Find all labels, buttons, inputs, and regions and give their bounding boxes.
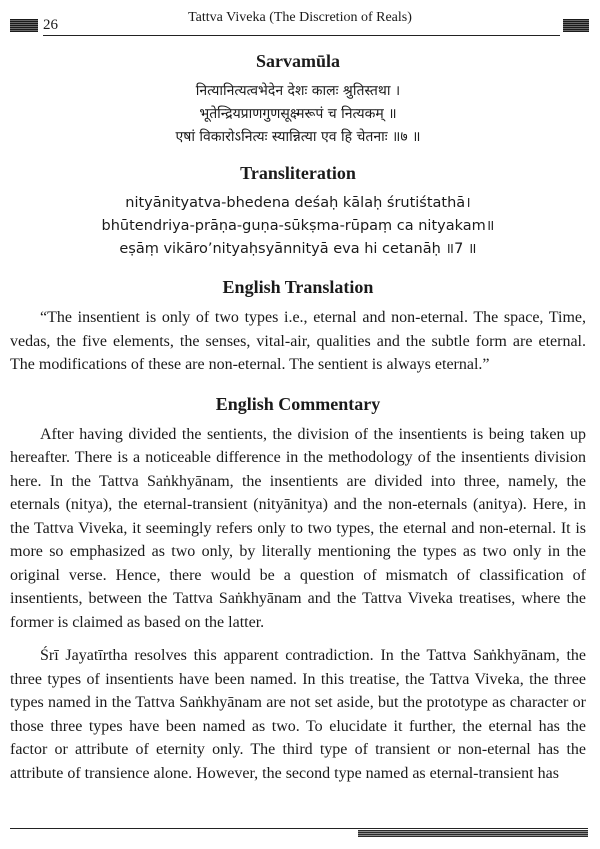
verse-line: eṣāṃ vikāro’nityaḥsyānnityā eva hi cetanāḥ ॥7 ॥ <box>119 241 477 257</box>
verse-line: नित्यानित्यत्वभेदेन देशः कालः श्रुतिस्तथा । <box>195 83 401 99</box>
transliteration-heading: Transliteration <box>240 163 356 183</box>
sarvamula-section <box>10 50 586 149</box>
commentary-heading: English Commentary <box>215 393 381 414</box>
commentary-paragraph: After having divided the sentients, the division of the insentients is being taken up hereafter. There is a noticeable difference in the methodology of the insentients division here. In the Tattva Saṅkhyānam, the insentients are divided into three, namely, the eternals (nitya), the eternal-transient (nityānitya) and the non-eternals (anitya). Here, in the Tattva Viveka, it seemingly refers only to two types, the eternal and non-eternal. It is more so emphasized as two only, by literally mentioning the types as two only in the original verse. Hence, there would be a question of mismatch of classification of insentients, between the Tattva Saṅkhyānam and the Tattva Viveka treatises, where the former is claimed as based on the latter. <box>10 425 586 631</box>
footer-rule <box>10 828 588 829</box>
translation-heading: English Translation <box>222 277 374 297</box>
header-rule <box>43 35 560 36</box>
verse-line: एषां विकारोऽनित्यः स्यान्नित्या एव हि चेतनाः ॥७ ॥ <box>175 129 421 145</box>
commentary-paragraph: Śrī Jayatīrtha resolves this apparent contradiction. In the Tattva Saṅkhyānam, the three types of insentients have been named. In this treatise, the Tattva Viveka, the three types named in the Tattva Saṅkhyānam are not set aside, but the prototype as character or those three types have been named as two. To elucidate it further, the eternal has the factor or attribute of eternity only. The third type of transient or non-eternal has the attribute of transience alone. However, the second type named as eternal-transient has <box>10 647 586 782</box>
page-number: 26 <box>43 17 58 33</box>
header-ornament-right <box>563 19 589 32</box>
running-title: Tattva Viveka (The Discretion of Reals) <box>188 10 412 25</box>
page-body <box>10 50 586 785</box>
translation-section <box>10 276 586 377</box>
footer-ornament <box>358 830 588 837</box>
sanskrit-verse <box>10 80 586 149</box>
sarvamula-heading: Sarvamūla <box>255 51 340 71</box>
transliteration-section <box>10 162 586 261</box>
verse-line: nityānityatva-bhedena deśaḥ kālaḥ śrutiśtathā। <box>125 195 471 211</box>
transliterated-verse <box>10 192 586 261</box>
commentary-section <box>10 393 586 786</box>
verse-line: भूतेन्द्रियप्राणगुणसूक्ष्मरूपं च नित्यकम् ॥ <box>199 106 397 122</box>
verse-line: bhūtendriya-prāṇa-guṇa-sūkṣma-rūpaṃ ca nityakam॥ <box>101 218 495 234</box>
translation-text: “The insentient is only of two types i.e., eternal and non-eternal. The space, Time, vedas, the five elements, the senses, vital-air, qualities and the subtle form are eternal. The modifications of these are non-eternal. The sentient is always eternal.” <box>10 309 586 373</box>
